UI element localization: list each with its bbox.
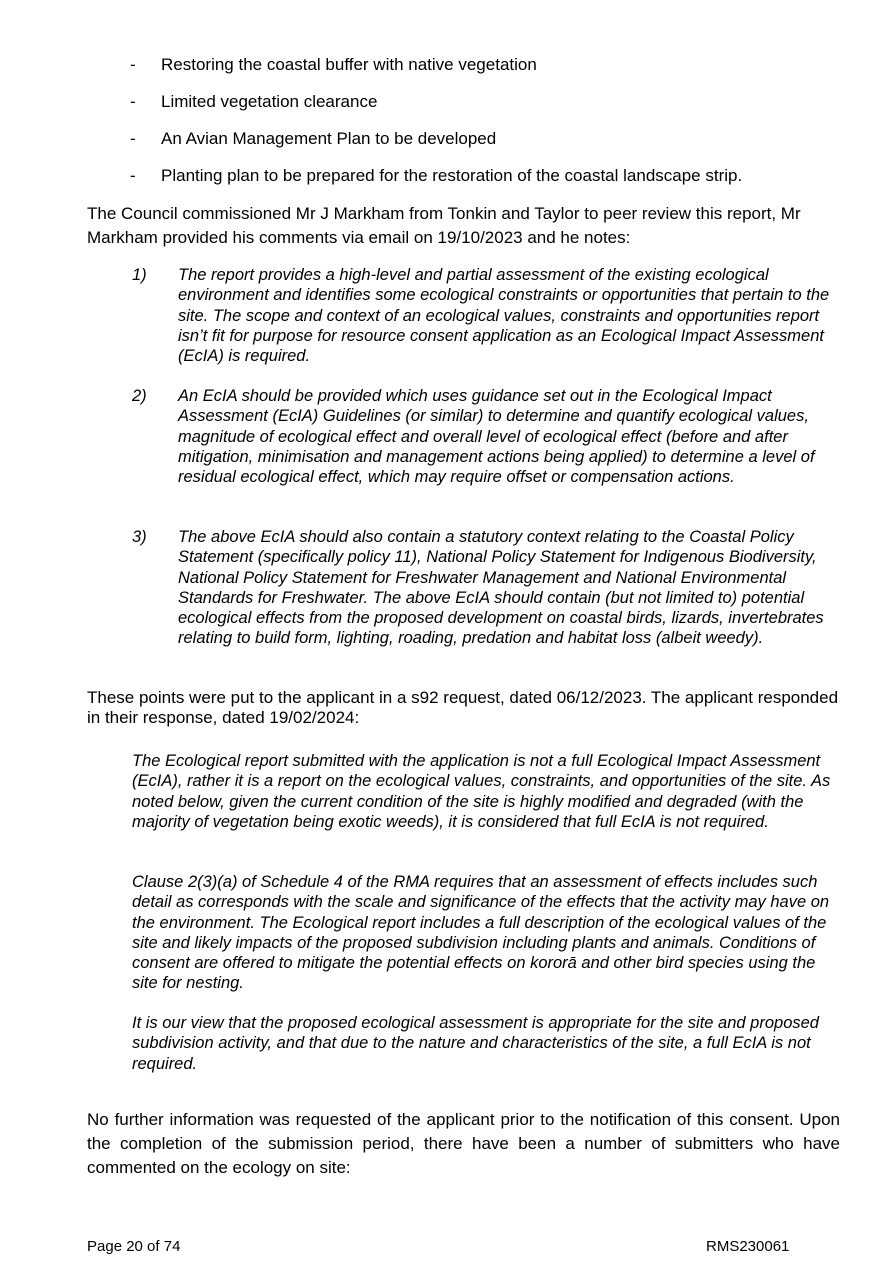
bullet-dash: - <box>130 129 136 148</box>
review-point-number: 1) <box>132 266 147 284</box>
mitigation-bullet-list <box>130 54 850 202</box>
review-point-text: The above EcIA should also contain a statutory context relating to the Coastal Policy Statement (specifically policy 11), National Policy Statement for Indigenous Biodiversity, National Policy Statement for Freshwater Management and National Environmental Standards for Freshwater. The above EcIA should contain (but not limited to) potential ecological effects from the proposed development on coastal birds, lizards, invertebrates relating to build form, lighting, roading, predation and habitat loss (albeit weedy). <box>178 528 824 648</box>
bullet-text: Planting plan to be prepared for the restoration of the coastal landscape strip. <box>161 166 743 185</box>
list-item <box>130 91 850 112</box>
bullet-text: Restoring the coastal buffer with native vegetation <box>161 55 537 74</box>
applicant-response-paragraph: The Ecological report submitted with the application is not a full Ecological Impact Assessment (EcIA), rather it is a report on the ecological values, constraints, and opportunities of the site. As noted below, given the current condition of the site is highly modified and degraded (with the majority of vegetation being exotic weeds), it is considered that full EcIA is not required. <box>132 752 831 831</box>
list-item <box>130 54 850 75</box>
document-reference: RMS230061 <box>706 1238 790 1255</box>
list-item <box>130 128 850 149</box>
review-point <box>132 386 840 487</box>
applicant-response-paragraph: Clause 2(3)(a) of Schedule 4 of the RMA requires that an assessment of effects includes such detail as corresponds with the scale and significance of the effects that the activity may have on the environment. The Ecological report includes a full description of the ecological values of the site and likely impacts of the proposed subdivision including plants and animals. Conditions of consent are offered to mitigate the potential effects on kororā and other bird species using the site for nesting. <box>132 873 830 993</box>
bullet-dash: - <box>130 55 136 74</box>
review-point-number: 3) <box>132 528 147 546</box>
page-number: Page 20 of 74 <box>87 1238 181 1255</box>
bullet-text: Limited vegetation clearance <box>161 92 378 111</box>
bullet-dash: - <box>130 166 136 185</box>
intro-paragraph: The Council commissioned Mr J Markham from Tonkin and Taylor to peer review this report, Mr Markham provided his comments via email on 19/10/2023 and he notes: <box>87 204 801 247</box>
review-point-text: The report provides a high-level and partial assessment of the existing ecological environment and identifies some ecological constraints or opportunities that pertain to the site. The scope and context of an ecological values, constraints and opportunities report isn’t fit for purpose for resource consent application as an Ecological Impact Assessment (EcIA) is required. <box>178 266 830 366</box>
bullet-text: An Avian Management Plan to be developed <box>161 129 497 148</box>
review-point-number: 2) <box>132 387 147 405</box>
review-point <box>132 265 840 366</box>
bullet-dash: - <box>130 92 136 111</box>
review-point <box>132 527 840 649</box>
list-item <box>130 165 850 186</box>
review-point-text: An EcIA should be provided which uses guidance set out in the Ecological Impact Assessment (EcIA) Guidelines (or similar) to determine and quantify ecological values, magnitude of ecological effect and overall level of ecological effect (before and after mitigation, minimisation and management actions being applied) to determine a level of residual ecological effect, which may require offset or compensation actions. <box>178 387 815 487</box>
s92-paragraph: These points were put to the applicant in a s92 request, dated 06/12/2023. The applicant responded in their response, dated 19/02/2024: <box>87 688 839 727</box>
applicant-response-paragraph: It is our view that the proposed ecological assessment is appropriate for the site and proposed subdivision activity, and that due to the nature and characteristics of the site, a full EcIA is not required. <box>132 1014 819 1073</box>
closing-paragraph: No further information was requested of the applicant prior to the notification of this consent. Upon the completion of the submission period, there have been a number of submitters who have commented on the ecology on site: <box>87 1110 840 1177</box>
